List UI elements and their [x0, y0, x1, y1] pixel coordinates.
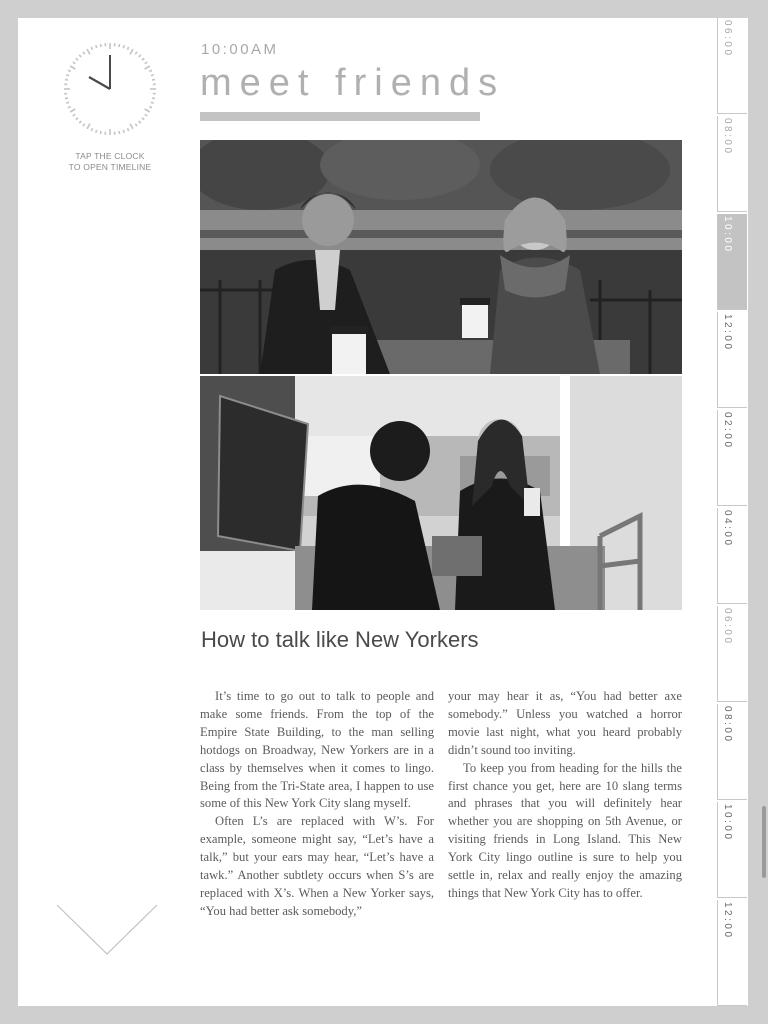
clock-tick	[152, 79, 155, 80]
article-column-left	[200, 688, 434, 921]
clock-tick	[149, 70, 152, 71]
timeline-item-0800[interactable]	[717, 116, 747, 212]
clock-tick	[145, 62, 147, 64]
article-column-right	[448, 688, 682, 903]
clock-tick	[139, 121, 141, 123]
clock-tick	[127, 47, 128, 50]
clock-tick	[91, 128, 92, 131]
article-paragraph: It’s time to go out to talk to people and make some friends. From the top of the Empire State Building, to the man selling hotdogs on Broadway, New Yorkers are in a class by themselves when it comes to lingo. Being from the Tri-State area, I happen to use some of this New York City slang myself.	[200, 689, 434, 811]
clock-tick	[145, 66, 150, 69]
clock-tick	[68, 106, 71, 107]
timeline-item-1000-active[interactable]	[717, 214, 747, 310]
clock-tick	[152, 98, 155, 99]
page-title: meet friends	[200, 62, 506, 104]
clock-tick	[83, 52, 85, 54]
clock-tick	[73, 114, 75, 116]
clock-tick	[87, 124, 90, 129]
clock-tick	[70, 109, 75, 112]
clock-tick	[119, 131, 120, 134]
article-paragraph: Often L’s are replaced with W’s. For example, someone might say, “Let’s have a talk,” but your ears may hear, “Let’s have a tawk.” Another subtlety occurs when S’s are replaced with X’s. When a New Yorker says, “You had better ask somebody,”	[200, 814, 434, 918]
clock-tick	[91, 47, 92, 50]
timeline-label: 06:00	[722, 20, 733, 58]
clock-tick	[65, 79, 68, 80]
timeline-label: 08:00	[722, 706, 733, 744]
clock-tick	[130, 124, 133, 129]
clock-tick	[142, 118, 144, 120]
timeline-label: 10:00	[722, 216, 733, 254]
clock-tick	[66, 75, 69, 76]
clock-tick	[100, 131, 101, 134]
timeline-item-1200[interactable]	[717, 312, 747, 408]
article-title: How to talk like New Yorkers	[201, 627, 479, 652]
clock-tick	[123, 45, 124, 48]
title-underline-bar	[200, 112, 480, 121]
scrollbar-handle[interactable]	[762, 806, 766, 878]
timeline-item-0600[interactable]	[717, 18, 747, 114]
clock-tick	[96, 45, 97, 48]
timeline-label: 08:00	[722, 118, 733, 156]
clock-tick	[68, 70, 71, 71]
timeline-item-0600-pm[interactable]	[717, 606, 747, 702]
clock-tick	[149, 106, 152, 107]
timeline-item-0800-pm[interactable]	[717, 704, 747, 800]
clock-tick	[87, 49, 90, 54]
clock-tick	[70, 66, 75, 69]
photo-outdoor-cafe	[200, 140, 682, 374]
clock-tick	[76, 118, 78, 120]
clock-tick	[79, 121, 81, 123]
clock-tick	[123, 130, 124, 133]
timeline-label: 10:00	[722, 804, 733, 842]
clock-tick	[83, 124, 85, 126]
clock-tick	[130, 49, 133, 54]
timeline-label: 12:00	[722, 314, 733, 352]
clock-tick	[145, 114, 147, 116]
clock-hint-line1: TAP THE CLOCK	[75, 151, 145, 161]
clock-tick	[151, 75, 154, 76]
clock-tick	[96, 130, 97, 133]
clock-hint-line2: TO OPEN TIMELINE	[68, 162, 152, 172]
photo-indoor-cafe	[200, 376, 682, 610]
timeline-label: 02:00	[722, 412, 733, 450]
clock-tick	[145, 109, 150, 112]
timeline-label: 12:00	[722, 902, 733, 940]
clock-tick	[127, 128, 128, 131]
clock-tick	[119, 44, 120, 47]
time-label: 10:00AM	[201, 41, 279, 58]
clock-tick	[66, 102, 69, 103]
article-paragraph: To keep you from heading for the hills the first chance you get, here are 10 slang terms and phrases that you will definitely hear whether you are shopping on 5th Avenue, or visiting friends in Long Island. This New York City lingo outline is sure to help you settle in, relax and really enjoy the amazing things that New York City has to offer.	[448, 760, 682, 900]
clock-hint	[48, 151, 172, 173]
timeline-label: 04:00	[722, 510, 733, 548]
clock-tick	[79, 55, 81, 57]
chevron-down-icon[interactable]	[56, 904, 158, 956]
clock-tick	[100, 44, 101, 47]
timeline-label: 06:00	[722, 608, 733, 646]
clock-tick	[76, 58, 78, 60]
timeline-item-0200[interactable]	[717, 410, 747, 506]
clock-tick	[73, 62, 75, 64]
timeline-strip	[717, 18, 748, 1006]
timeline-item-1000-pm[interactable]	[717, 802, 747, 898]
article-paragraph: your may hear it as, “You had better axe somebody.” Unless you watched a horror movie last night, what you heard probably didn’t sound too inviting.	[448, 689, 682, 757]
clock-tick	[135, 124, 137, 126]
clock-tick	[135, 52, 137, 54]
clock-tick	[142, 58, 144, 60]
page	[18, 18, 748, 1006]
clock-tick	[139, 55, 141, 57]
clock-icon[interactable]	[62, 41, 158, 137]
timeline-item-1200-am[interactable]	[717, 900, 747, 1006]
clock-tick	[151, 102, 154, 103]
clock-face	[62, 41, 158, 137]
clock-tick	[65, 98, 68, 99]
timeline-item-0400[interactable]	[717, 508, 747, 604]
